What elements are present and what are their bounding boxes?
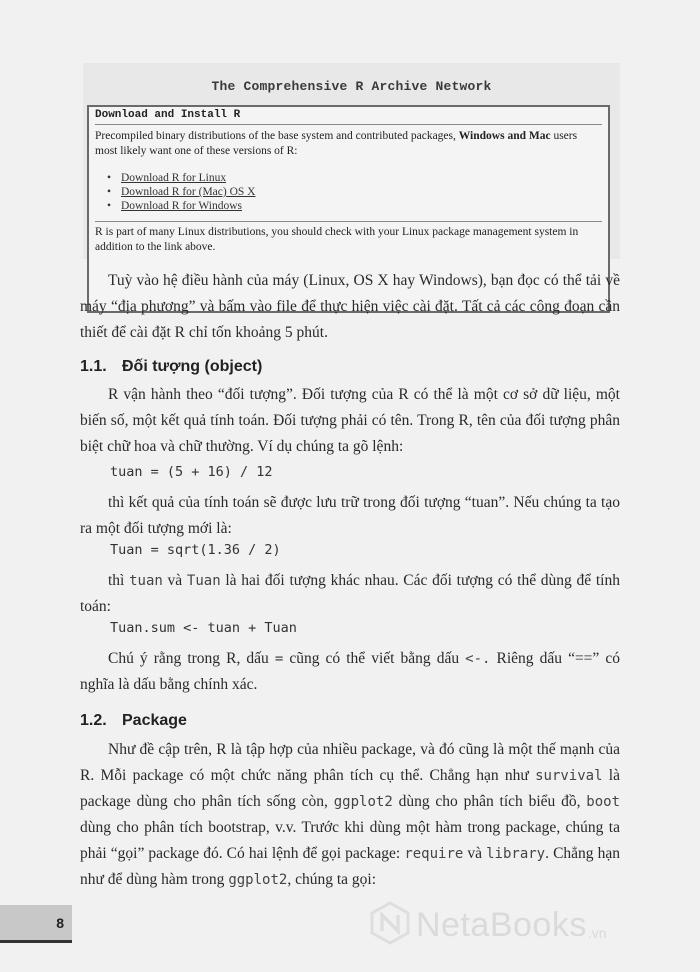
download-box-heading: Download and Install R [95,109,602,125]
download-intro: Precompiled binary distributions of the base system and contributed packages, Windows and Mac users most likely want one of these versions of R: [95,130,578,157]
link-windows[interactable]: • Download R for Windows [105,199,255,213]
code-line-sum: Tuan.sum <- tuan + Tuan [110,620,297,636]
netabooks-logo-icon [370,901,410,950]
watermark-text: NetaBooks [416,905,587,944]
paragraph-package: Như đề cập trên, R là tập hợp của nhiều package, và đó cũng là một thế mạnh của R. Mỗi package có một chức năng phân tích cụ thể. Chẳng hạn như survival là package dùng cho phân tích sống còn, ggplot2 dùng cho phân tích biểu đồ, boot dùng cho phân tích bootstrap, v.v. Trước khi dùng một hàm trong package, chúng ta phải “gọi” package đó. Có hai lệnh để gọi package: require và library. Chẳng hạn như để dùng hàm trong ggplot2, chúng ta gọi: [80,741,620,888]
download-note: R is part of many Linux distributions, you should check with your Linux package management system in addition to the link above. [95,221,602,255]
page-number: 8 [56,914,64,931]
paragraph-object: R vận hành theo “đối tượng”. Đối tượng của R có thể là một cơ sở dữ liệu, một biến số, một kết quả tính toán. Đối tượng phải có tên. Trong R, tên của đối tượng phân biệt chữ hoa và chữ thường. Ví dụ chúng ta gõ lệnh: [80,386,620,455]
link-linux[interactable]: • Download R for Linux [105,171,255,185]
watermark-suffix: .vn [587,925,607,941]
link-mac[interactable]: • Download R for (Mac) OS X [105,185,255,199]
paragraph-result: thì kết quả của tính toán sẽ được lưu trữ trong đối tượng “tuan”. Nếu chúng ta tạo ra một đối tượng mới là: [80,494,620,537]
code-line-tuan: tuan = (5 + 16) / 12 [110,464,273,480]
section-heading-object: 1.1. Đối tượng (object) [80,358,263,375]
paragraph-assignment: Chú ý rằng trong R, dấu = cũng có thể viết bằng dấu <-. Riêng dấu “==” có nghĩa là dấu bằng chính xác. [80,650,620,693]
paragraph-two-objects: thì tuan và Tuan là hai đối tượng khác nhau. Các đối tượng có thể dùng để tính toán: [80,572,620,615]
download-links [105,171,255,213]
paragraph-install: Tuỳ vào hệ điều hành của máy (Linux, OS X hay Windows), bạn đọc có thể tải về máy “địa phương” và bấm vào file để thực hiện việc cài đặt. Tất cả các công đoạn cần thiết để cài đặt R chỉ tốn khoảng 5 phút. [80,272,620,341]
cran-screenshot-figure [83,63,620,259]
section-heading-package: 1.2. Package [80,712,187,729]
code-line-Tuan: Tuan = sqrt(1.36 / 2) [110,542,281,558]
figure-title: The Comprehensive R Archive Network [211,79,492,94]
watermark [370,900,607,950]
